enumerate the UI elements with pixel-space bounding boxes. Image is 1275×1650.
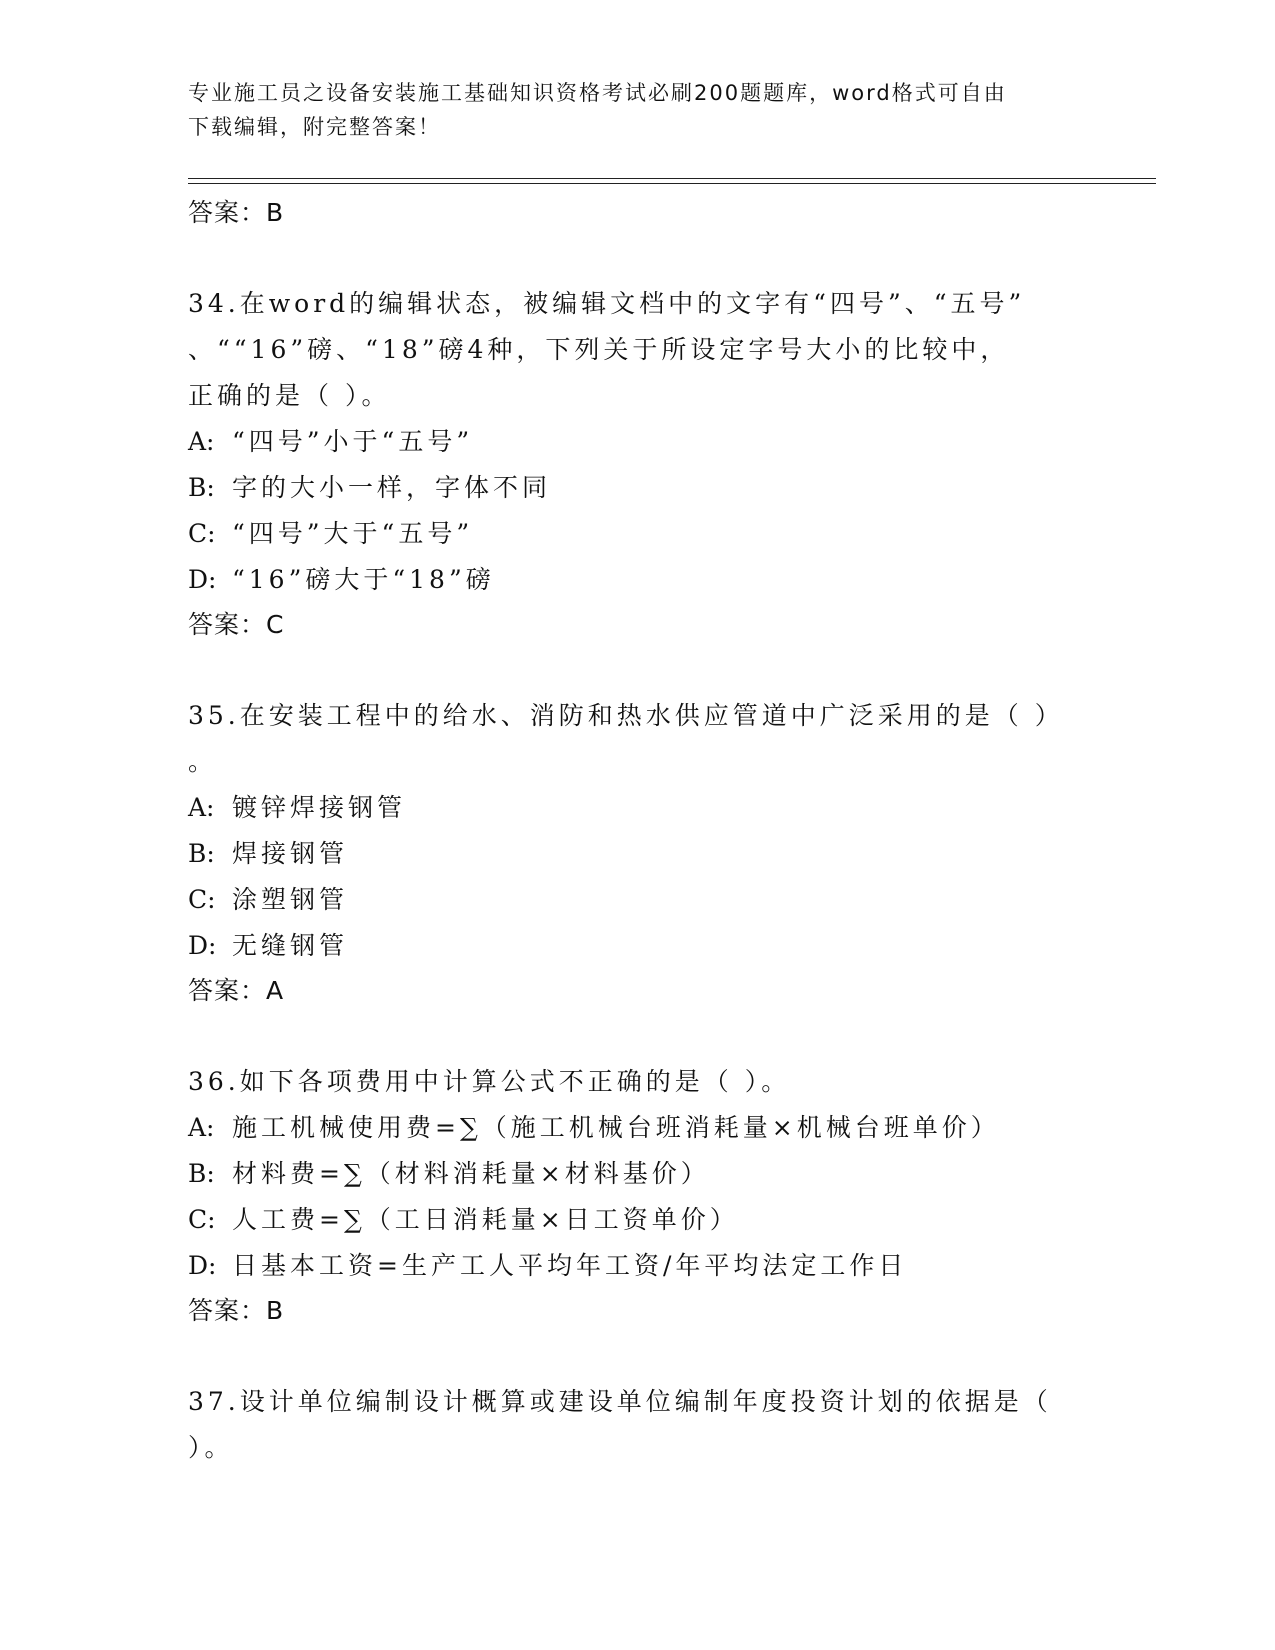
option-text: 日基本工资=生产工人平均年工资/年平均法定工作日	[232, 1251, 908, 1280]
question-37	[188, 1379, 1088, 1471]
question-36	[188, 1059, 1088, 1333]
option-key: B:	[188, 839, 215, 868]
option-key: A:	[188, 427, 215, 456]
option-text: “四号”小于“五号”	[232, 427, 474, 456]
option-text: 无缝钢管	[232, 931, 349, 960]
question-34	[188, 281, 1088, 647]
option-key: A:	[188, 793, 215, 822]
question-line: 37.设计单位编制设计概算或建设单位编制年度投资计划的依据是（	[188, 1387, 1052, 1416]
option-text: 涂塑钢管	[232, 885, 349, 914]
answer-line: 答案：C	[188, 610, 285, 639]
header-divider-double	[188, 183, 1156, 184]
question-line: 、““16”磅、“18”磅4种，下列关于所设定字号大小的比较中，	[188, 335, 1010, 364]
question-line: 34.在word的编辑状态，被编辑文档中的文字有“四号”、“五号”	[188, 289, 1026, 318]
option-c	[188, 1197, 1088, 1243]
question-text	[188, 1379, 1088, 1471]
option-text: “16”磅大于“18”磅	[232, 565, 495, 594]
option-text: “四号”大于“五号”	[232, 519, 474, 548]
header-line-1: 专业施工员之设备安装施工基础知识资格考试必刷200题题库，word格式可自由	[188, 81, 1007, 105]
answer-line: 答案：A	[188, 976, 285, 1005]
document-header	[188, 76, 1068, 144]
question-text	[188, 281, 1088, 419]
option-key: C:	[188, 1205, 216, 1234]
option-key: D:	[188, 565, 217, 594]
option-d	[188, 1243, 1088, 1289]
option-key: B:	[188, 1159, 215, 1188]
page-content	[188, 191, 1088, 1471]
option-d	[188, 557, 1088, 603]
option-key: D:	[188, 931, 217, 960]
question-line: 正确的是（ ）。	[188, 381, 391, 410]
answer-line: 答案：B	[188, 1296, 285, 1325]
header-line-2: 下载编辑，附完整答案！	[188, 115, 441, 139]
option-b	[188, 465, 1088, 511]
option-key: C:	[188, 885, 216, 914]
option-key: A:	[188, 1113, 215, 1142]
option-text: 镀锌焊接钢管	[232, 793, 407, 822]
option-a	[188, 1105, 1088, 1151]
question-line: 36.如下各项费用中计算公式不正确的是（ ）。	[188, 1067, 791, 1096]
header-divider	[188, 178, 1156, 179]
question-line: ）。	[188, 1433, 234, 1462]
option-text: 焊接钢管	[232, 839, 349, 868]
question-text	[188, 693, 1088, 785]
option-c	[188, 877, 1088, 923]
question-line: 。	[188, 747, 218, 776]
option-key: D:	[188, 1251, 217, 1280]
option-key: C:	[188, 519, 216, 548]
option-text: 人工费=∑（工日消耗量×日工资单价）	[232, 1205, 739, 1234]
option-text: 字的大小一样，字体不同	[232, 473, 552, 502]
option-text: 材料费=∑（材料消耗量×材料基价）	[232, 1159, 710, 1188]
question-text	[188, 1059, 1088, 1105]
answer-line: 答案：B	[188, 198, 285, 227]
option-a	[188, 785, 1088, 831]
option-b	[188, 1151, 1088, 1197]
option-key: B:	[188, 473, 215, 502]
option-a	[188, 419, 1088, 465]
option-text: 施工机械使用费=∑（施工机械台班消耗量×机械台班单价）	[232, 1113, 1000, 1142]
option-b	[188, 831, 1088, 877]
option-d	[188, 923, 1088, 969]
option-c	[188, 511, 1088, 557]
question-line: 35.在安装工程中的给水、消防和热水供应管道中广泛采用的是（ ）	[188, 701, 1064, 730]
question-35	[188, 693, 1088, 1013]
